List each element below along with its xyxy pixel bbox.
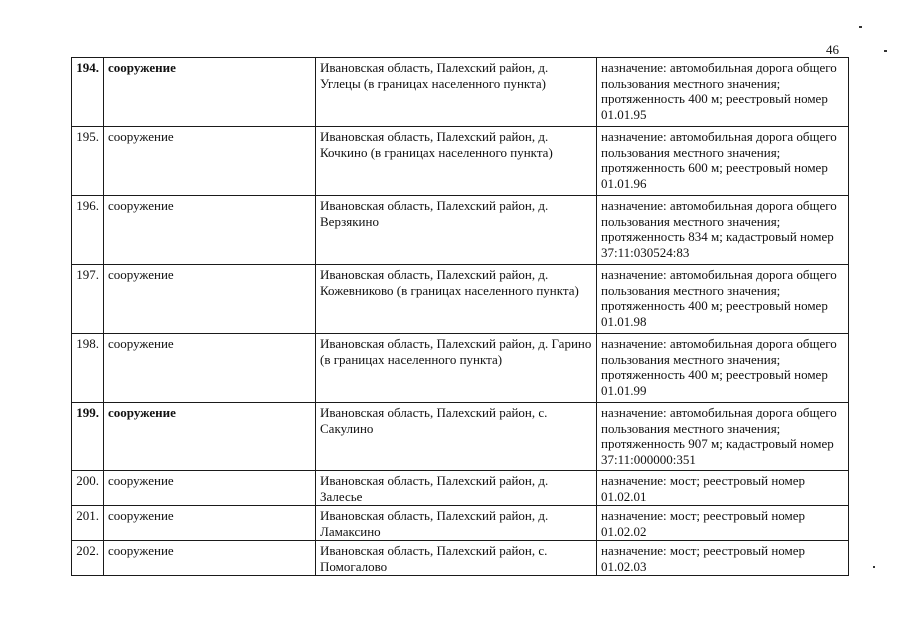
object-type: сооружение	[104, 403, 316, 471]
scan-speck	[859, 26, 862, 28]
table-row	[72, 506, 849, 541]
table-row	[72, 58, 849, 127]
table-row	[72, 403, 849, 471]
row-number: 199.	[72, 403, 104, 471]
object-type: сооружение	[104, 58, 316, 127]
table-row	[72, 334, 849, 403]
page-number: 46	[826, 42, 839, 57]
object-type: сооружение	[104, 471, 316, 506]
object-type: сооружение	[104, 541, 316, 576]
object-address: Ивановская область, Палехский район, с. Сакулино	[316, 403, 597, 471]
row-number: 196.	[72, 196, 104, 265]
table-row	[72, 196, 849, 265]
row-number: 201.	[72, 506, 104, 541]
object-description: назначение: мост; реестровый номер 01.02.03	[597, 541, 849, 576]
registry-table	[71, 57, 849, 576]
row-number: 200.	[72, 471, 104, 506]
object-address: Ивановская область, Палехский район, с. Помогалово	[316, 541, 597, 576]
object-description: назначение: автомобильная дорога общего пользования местного значения; протяженность 400 м; реестровый номер 01.01.95	[597, 58, 849, 127]
object-address: Ивановская область, Палехский район, д. Залесье	[316, 471, 597, 506]
object-description: назначение: мост; реестровый номер 01.02.01	[597, 471, 849, 506]
object-type: сооружение	[104, 506, 316, 541]
object-type: сооружение	[104, 265, 316, 334]
object-description: назначение: автомобильная дорога общего пользования местного значения; протяженность 834 м; кадастровый номер 37:11:030524:83	[597, 196, 849, 265]
object-description: назначение: мост; реестровый номер 01.02.02	[597, 506, 849, 541]
row-number: 202.	[72, 541, 104, 576]
object-description: назначение: автомобильная дорога общего пользования местного значения; протяженность 907 м; кадастровый номер 37:11:000000:351	[597, 403, 849, 471]
table-row	[72, 471, 849, 506]
object-address: Ивановская область, Палехский район, д. Гарино (в границах населенного пункта)	[316, 334, 597, 403]
table-row	[72, 265, 849, 334]
object-description: назначение: автомобильная дорога общего пользования местного значения; протяженность 400 м; реестровый номер 01.01.98	[597, 265, 849, 334]
row-number: 195.	[72, 127, 104, 196]
scan-speck	[884, 50, 887, 52]
table-row	[72, 541, 849, 576]
row-number: 194.	[72, 58, 104, 127]
object-address: Ивановская область, Палехский район, д. Углецы (в границах населенного пункта)	[316, 58, 597, 127]
object-description: назначение: автомобильная дорога общего пользования местного значения; протяженность 600 м; реестровый номер 01.01.96	[597, 127, 849, 196]
object-address: Ивановская область, Палехский район, д. Ламаксино	[316, 506, 597, 541]
table-row	[72, 127, 849, 196]
scan-speck	[873, 566, 875, 568]
object-address: Ивановская область, Палехский район, д. Кожевниково (в границах населенного пункта)	[316, 265, 597, 334]
object-type: сооружение	[104, 334, 316, 403]
row-number: 198.	[72, 334, 104, 403]
object-type: сооружение	[104, 127, 316, 196]
row-number: 197.	[72, 265, 104, 334]
object-type: сооружение	[104, 196, 316, 265]
object-address: Ивановская область, Палехский район, д. Верзякино	[316, 196, 597, 265]
object-description: назначение: автомобильная дорога общего пользования местного значения; протяженность 400 м; реестровый номер 01.01.99	[597, 334, 849, 403]
object-address: Ивановская область, Палехский район, д. Кочкино (в границах населенного пункта)	[316, 127, 597, 196]
